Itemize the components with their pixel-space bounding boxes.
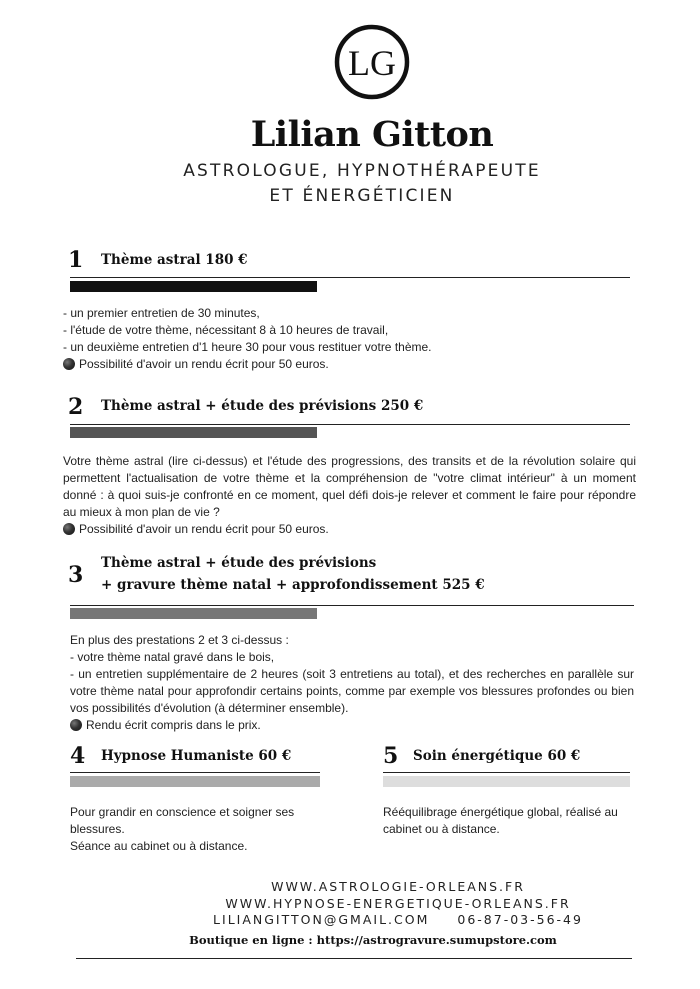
paragraph: Votre thème astral (lire ci-dessus) et l'étude des progressions, des transits et de la révolution solaire qui permettent l'actualisation de votre thème et la compréhension de "votre climat intérieur" à un moment donné : à quoi suis-je confronté en ce moment, quel défi dois-je relever et comment le faire pour répondre au mieux à mon plan de vie ?: [63, 454, 636, 519]
section-rule: [70, 772, 320, 773]
section-bar: [70, 608, 317, 619]
section-rule: [70, 424, 630, 425]
list-item: - un entretien supplémentaire de 2 heures (soit 3 entretiens au total), et des recherches en parallèle sur votre thème natal pour approfondir certains points, comme par exemple vos blessures profondes ou bien vos possibilités d'évolution (à déterminer ensemble).: [70, 667, 634, 715]
email-link[interactable]: LILIANGITTON@GMAIL.COM: [213, 912, 430, 927]
bullet-dot-icon: [63, 358, 75, 370]
section-body: [63, 453, 636, 538]
phone-number: 06-87-03-56-49: [457, 912, 583, 927]
section-bar: [70, 776, 320, 787]
note: [63, 356, 583, 373]
note: [63, 521, 636, 538]
footer-rule: [76, 958, 632, 959]
list-item: - un premier entretien de 30 minutes,: [63, 306, 260, 320]
section-title-line-1: Thème astral + étude des prévisions: [101, 555, 377, 571]
section-rule: [383, 772, 630, 773]
body-text: Rééquilibrage énergétique global, réalisé au cabinet ou à distance.: [383, 805, 618, 836]
subtitle-line-2: ET ÉNERGÉTICIEN: [269, 186, 455, 206]
website-link-2[interactable]: WWW.HYPNOSE-ENERGETIQUE-ORLEANS.FR: [225, 896, 571, 911]
subtitle-line-1: ASTROLOGUE, HYPNOTHÉRAPEUTE: [183, 161, 541, 181]
body-line: Pour grandir en conscience et soigner ses blessures.: [70, 805, 295, 836]
bullet-dot-icon: [70, 719, 82, 731]
section-title: Thème astral + étude des prévisions 250 €: [101, 398, 424, 414]
list-item: - votre thème natal gravé dans le bois,: [70, 650, 275, 664]
logo: [332, 16, 412, 110]
shop-link[interactable]: Boutique en ligne : https://astrogravure.sumupstore.com: [189, 933, 557, 947]
page-title: Lilian Gitton: [250, 114, 494, 155]
list-item: - l'étude de votre thème, nécessitant 8 à 10 heures de travail,: [63, 323, 389, 337]
section-title: Hypnose Humaniste 60 €: [101, 748, 292, 764]
section-rule: [70, 605, 634, 606]
section-number: 3: [68, 562, 84, 588]
section-bar: [70, 427, 317, 438]
website-link-1[interactable]: WWW.ASTROLOGIE-ORLEANS.FR: [271, 879, 525, 894]
section-rule: [70, 277, 630, 278]
contact-line: [0, 912, 700, 927]
section-title: Thème astral 180 €: [101, 252, 248, 268]
note-text: Possibilité d'avoir un rendu écrit pour 50 euros.: [79, 522, 329, 536]
section-body: [70, 804, 328, 855]
section-body: [70, 632, 634, 734]
section-bar: [70, 281, 317, 292]
section-number: 1: [68, 247, 84, 273]
list-item: - un deuxième entretien d'1 heure 30 pour vous restituer votre thème.: [63, 340, 432, 354]
section-title: Soin énergétique 60 €: [413, 748, 581, 764]
section-body: [383, 804, 633, 838]
section-body: [63, 305, 583, 373]
note-text: Rendu écrit compris dans le prix.: [86, 718, 261, 732]
section-number: 5: [383, 743, 399, 769]
note: [70, 717, 634, 734]
note-text: Possibilité d'avoir un rendu écrit pour 50 euros.: [79, 357, 329, 371]
section-title-line-2: + gravure thème natal + approfondissement 525 €: [101, 577, 485, 593]
intro-text: En plus des prestations 2 et 3 ci-dessus :: [70, 633, 289, 647]
logo-text: LG: [348, 43, 396, 83]
section-number: 2: [68, 394, 84, 420]
section-bar: [383, 776, 630, 787]
bullet-dot-icon: [63, 523, 75, 535]
body-line: Séance au cabinet ou à distance.: [70, 839, 248, 853]
section-number: 4: [70, 743, 86, 769]
